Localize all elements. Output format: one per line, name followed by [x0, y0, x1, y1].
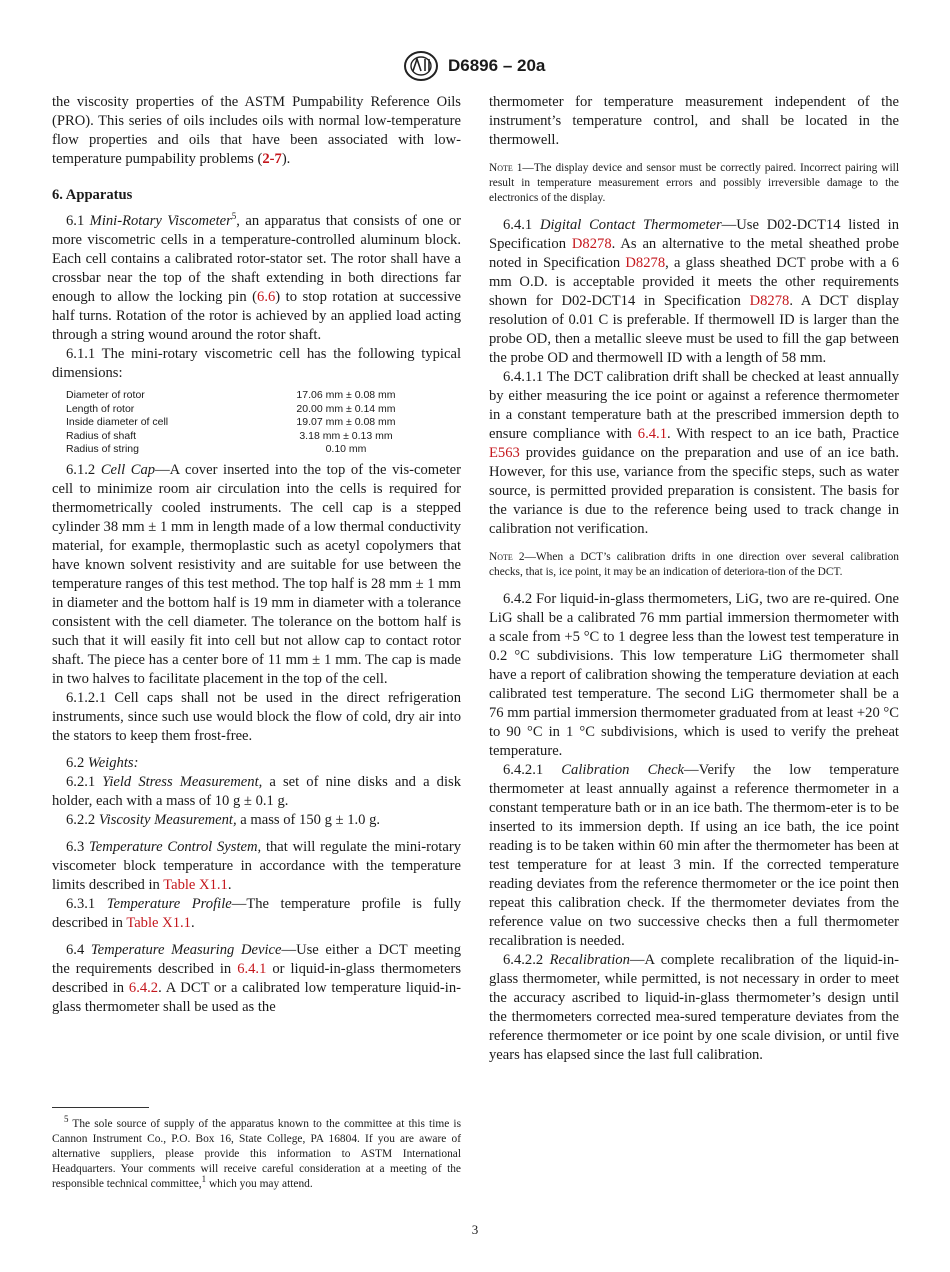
dimension-label: Diameter of rotor: [66, 389, 145, 401]
dimension-value: 17.06 mm ± 0.08 mm: [296, 389, 396, 401]
section-6-2-1: 6.2.1 Yield Stress Measurement, a set of nine disks and a disk holder, each with a mass of 10 g ± 0.1 g.: [52, 773, 461, 809]
section-6-2: 6.2 Weights:: [66, 754, 139, 771]
section-6-4-2-1: 6.4.2.1 Calibration Check—Verify the low temperature thermometer at least annually against a reference thermometer in a constant temperature bath or in an ice bath. The thermom-eter is to be inserted to its immersion depth. If using an ice bath, the ice point reading is to be taken within 60 min after the thermometer has been at test temperature for at least 3 min. If the corrected temperature reading deviates from the reference thermometer or the ice point then repeat this calibration check. If the thermometer deviates from the reference value on two successive checks then a full thermometer recalibration is needed.: [489, 762, 899, 949]
section-heading-apparatus: 6. Apparatus: [52, 187, 133, 203]
dimension-row: [66, 430, 446, 444]
document-id: D6896 – 20a: [448, 56, 546, 75]
footnote-marker: 5: [231, 211, 237, 222]
section-link[interactable]: 6.4.1: [637, 426, 667, 442]
table-link[interactable]: Table X1.1: [126, 914, 191, 931]
dimension-row: [66, 389, 446, 403]
dimensions-table: [66, 389, 446, 457]
section-6-1-1: 6.1.1 The mini-rotary viscometric cell has the following typical dimensions:: [52, 346, 461, 381]
dimension-row: [66, 416, 446, 430]
astm-logo-icon: [403, 50, 439, 82]
dimension-value: 0.10 mm: [325, 443, 367, 455]
section-link[interactable]: 6.6: [257, 289, 276, 305]
footnote: $^5$ The sole source of supply of the apparatus known to the committee at this time is Cannon Instrument Co., P.O. Box 16, State College, PA 16804. If you are aware of alternative suppliers, please provide this information to ASTM International Headquarters. Your comments will receive careful consideration at a meeting of the responsible technical committee,$^1$ which you may attend.: [52, 1114, 461, 1190]
section-6-1: 6.1 Mini-Rotary Viscometer$^5$, an apparatus that consists of one or more viscometric cells in a temperature-controlled aluminum block. Each cell contains a calibrated rotor-stator set. The rotor shall have a crossbar near the top of the shaft extending in both directions far enough to allow the locking pin (6.6) to stop rotation at successive half turns. Rotation of the rotor is achieved by an applied load acting through a string wound around the rotor shaft.: [52, 211, 461, 343]
spec-link[interactable]: D8278: [571, 236, 612, 252]
table-link[interactable]: Table X1.1: [163, 876, 228, 893]
dimension-label: Radius of string: [66, 443, 139, 455]
section-6-3: 6.3 Temperature Control System, that will regulate the mini-rotary viscometer block temperature in accordance with the temperature limits described in Table X1.1.: [52, 838, 461, 893]
section-6-4-2: 6.4.2 For liquid-in-glass thermometers, LiG, two are re-quired. One LiG shall be a calibrated 76 mm partial immersion thermometer with a scale from +5 °C to 1 degree less than the lowest test temperature in 0.2 °C subdivisions. This low temperature LiG thermometer shall have a report of calibration showing the temperature deviation at each calibrated test temperature. The second LiG thermometer shall be a 76 mm partial immersion thermometer graduated from at least +20 °C to 90 °C in 1 °C subdivisions, which is used to verify the preheat temperature.: [489, 591, 899, 759]
section-link[interactable]: 6.4.2: [128, 979, 159, 996]
dimension-row: [66, 403, 446, 417]
spec-link[interactable]: D8278: [625, 255, 666, 271]
dimension-value: 3.18 mm ± 0.13 mm: [299, 429, 393, 442]
dimension-label: Radius of shaft: [66, 429, 137, 442]
practice-link[interactable]: E563: [489, 445, 520, 461]
footnote-divider: [52, 1107, 149, 1108]
dimension-value: 19.07 mm ± 0.08 mm: [296, 416, 396, 428]
section-6-4-2-2: 6.4.2.2 Recalibration—A complete recalibration of the liquid-in-glass thermometer, while permitted, is not necessary in order to meet the accuracy ascribed to liquid-in-glass thermometer’s design until the thermometers corrected mea-sured temperature deviates from the reference thermometer or ice point by one scale division, or until five years has elapsed since the last full calibration.: [489, 952, 900, 1063]
section-6-1-2-1: 6.1.2.1 Cell caps shall not be used in the direct refrigeration instruments, since such use would block the flow of cold, dry air into the stators to keep them frost-free.: [52, 689, 461, 744]
section-6-4-1-1: 6.4.1.1 The DCT calibration drift shall be checked at least annually by either measuring the ice point or against a reference thermometer in a constant temperature bath at the prescribed immersion depth to ensure compliance with 6.4.1. With respect to an ice bath, Practice E563 provides guidance on the preparation and use of an ice bath. However, for this use, variance from the specific steps, such as water source, is permitted provided preparation is consistent. The basis for the variance is due to the reference being used to track change in calibration not verification.: [489, 369, 899, 537]
dimension-label: Inside diameter of cell: [66, 416, 169, 428]
section-6-1-2: 6.1.2 Cell Cap—A cover inserted into the top of the vis-cometer cell to minimize room air circulation into the cells is required for thermometrically cooled instruments. The cell cap is a stepped cylinder 38 mm ± 1 mm in length made of a low thermal conductivity material, for example, thermoplastic such as acetyl copolymers that have known solvent resistivity and are suitable for use between the temperature ranges of this test method. The top half is 28 mm ± 1 mm in diameter and the bottom half is 19 mm in diameter with a tolerance consistent with the cell diameter. The tolerance on the bottom half is such that it will easily fit into cell but not allow cap to contact rotor shaft. The piece has a center bore of 11 mm ± 1 mm. The cap is made in two halves to facilitate placement in the top of the cell.: [52, 461, 461, 687]
section-6-4: 6.4 Temperature Measuring Device—Use either a DCT meeting the requirements described in 6.4.1 or liquid-in-glass thermometers described in 6.4.2. A DCT or a calibrated low temperature liquid-in-glass thermometer shall be used as the: [52, 941, 462, 1015]
right-column: [489, 93, 899, 1065]
page-number: 3: [471, 1222, 479, 1237]
intro-paragraph: the viscosity properties of the ASTM Pumpability Reference Oils (PRO). This series of oils includes oils with normal low-temperature flow properties and oils that have been associated with low-temperature pumpability problems (2-7).: [52, 94, 461, 167]
note-2: Note 2—When a DCT’s calibration drifts in one direction over several calibration checks, that is, ice point, it may be an indication of deteriora-tion of the DCT.: [489, 551, 899, 578]
section-6-2-2: 6.2.2 Viscosity Measurement, a mass of 150 g ± 1.0 g.: [66, 811, 381, 828]
section-link[interactable]: 6.4.1: [237, 960, 267, 977]
continued-paragraph: thermometer for temperature measurement independent of the instrument’s temperature control, and shall be located in the thermowell.: [489, 94, 899, 148]
reference-link[interactable]: 2-7: [262, 151, 282, 167]
section-6-3-1: 6.3.1 Temperature Profile—The temperature profile is fully described in Table X1.1.: [52, 895, 461, 931]
spec-link[interactable]: D8278: [749, 293, 790, 309]
dimension-value: 20.00 mm ± 0.14 mm: [296, 402, 396, 415]
section-6-4-1: 6.4.1 Digital Contact Thermometer—Use D02-DCT14 listed in Specification D8278. As an alternative to the metal sheathed probe noted in Specification D8278, a glass sheathed DCT probe with a 6 mm O.D. is acceptable provided it meets the other requirements shown for D02-DCT14 in Specification D8278. A DCT display resolution of 0.01 C is preferable. If thermowell ID is larger than the probe OD, then a metallic sleeve must be used to fill the gap between the probe OD and thermowell ID with a length of 58 mm.: [489, 217, 899, 366]
page-header: [0, 50, 950, 84]
note-1: Note 1—The display device and sensor must be correctly paired. Incorrect pairing will result in temperature measurement errors and possibly irreversible damage to the electronics of the display.: [489, 162, 899, 204]
left-column: [52, 93, 461, 1017]
dimension-label: Length of rotor: [66, 402, 135, 415]
dimension-row: [66, 443, 446, 457]
